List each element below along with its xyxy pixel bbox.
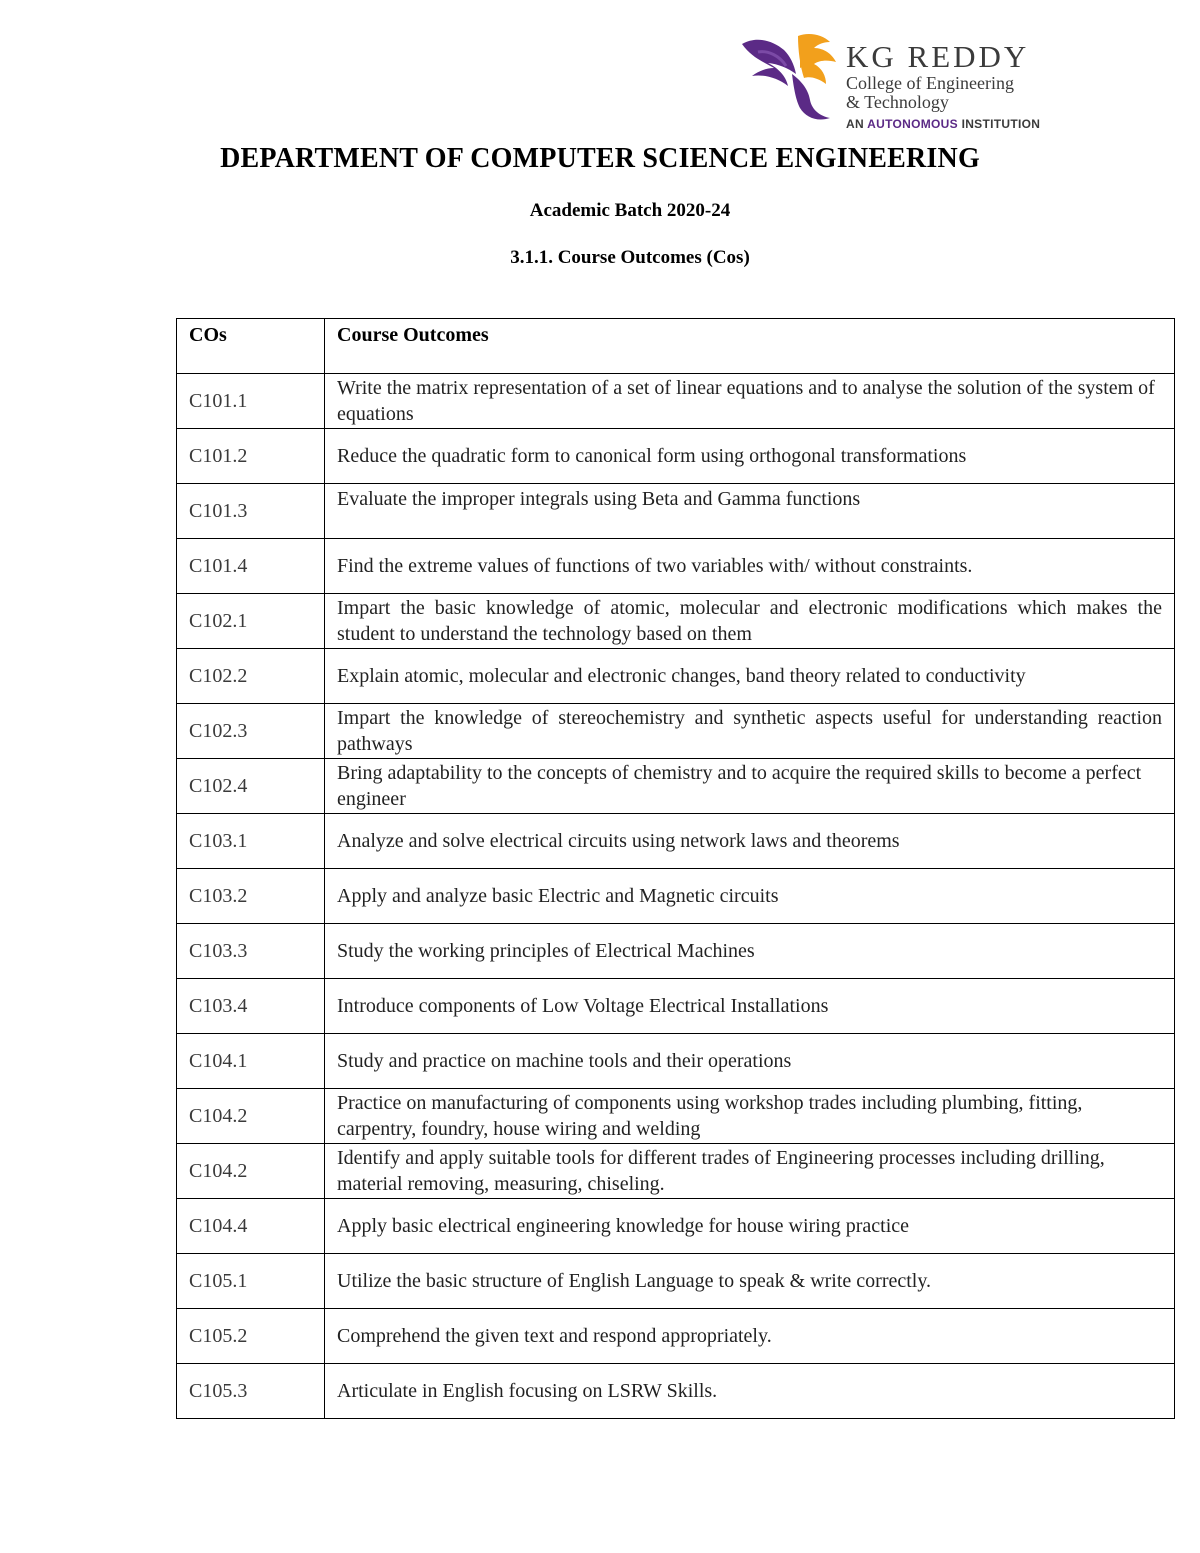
co-code-cell: C103.4 [177, 979, 325, 1034]
co-code-cell: C102.2 [177, 649, 325, 704]
course-outcome-cell: Identify and apply suitable tools for different trades of Engineering processes including drilling, material removing, measuring, chiseling. [325, 1144, 1175, 1199]
table-row [177, 759, 1175, 814]
table-row [177, 814, 1175, 869]
table-row [177, 649, 1175, 704]
co-code-cell: C102.4 [177, 759, 325, 814]
table-row [177, 594, 1175, 649]
course-outcome-cell: Explain atomic, molecular and electronic changes, band theory related to conductivity [325, 649, 1175, 704]
table-row [177, 1254, 1175, 1309]
table-row [177, 1309, 1175, 1364]
academic-batch: Academic Batch 2020-24 [529, 200, 731, 221]
course-outcome-cell: Apply and analyze basic Electric and Magnetic circuits [325, 869, 1175, 924]
co-code-cell: C104.2 [177, 1089, 325, 1144]
table-row [177, 1199, 1175, 1254]
course-outcome-cell: Evaluate the improper integrals using Beta and Gamma functions [325, 484, 1175, 539]
logo-tag-prefix: AN [846, 117, 864, 131]
course-outcome-cell: Study the working principles of Electrical Machines [325, 924, 1175, 979]
header-cos: COs [177, 319, 325, 374]
course-outcome-cell: Find the extreme values of functions of two variables with/ without constraints. [325, 539, 1175, 594]
co-code-cell: C101.3 [177, 484, 325, 539]
table-row [177, 924, 1175, 979]
header-course-outcomes: Course Outcomes [325, 319, 1175, 374]
co-code-cell: C105.1 [177, 1254, 325, 1309]
logo-tagline [846, 117, 1040, 131]
department-title: DEPARTMENT OF COMPUTER SCIENCE ENGINEERING [220, 143, 980, 174]
table-row [177, 1034, 1175, 1089]
table-row [177, 1144, 1175, 1199]
course-outcomes-table [176, 318, 1175, 1419]
section-title: 3.1.1. Course Outcomes (Cos) [510, 247, 750, 268]
co-code-cell: C101.2 [177, 429, 325, 484]
co-code-cell: C103.1 [177, 814, 325, 869]
college-logo [738, 30, 1088, 131]
course-outcome-cell: Utilize the basic structure of English Language to speak & write correctly. [325, 1254, 1175, 1309]
co-code-cell: C104.1 [177, 1034, 325, 1089]
table-row [177, 429, 1175, 484]
co-code-cell: C102.1 [177, 594, 325, 649]
co-code-cell: C101.4 [177, 539, 325, 594]
course-outcome-cell: Bring adaptability to the concepts of chemistry and to acquire the required skills to become a perfect engineer [325, 759, 1175, 814]
table-row [177, 704, 1175, 759]
co-code-cell: C103.3 [177, 924, 325, 979]
course-outcome-cell: Impart the basic knowledge of atomic, molecular and electronic modifications which makes the student to understand the technology based on them [325, 594, 1175, 649]
logo-tag-accent: AUTONOMOUS [867, 117, 958, 131]
course-outcome-cell: Introduce components of Low Voltage Electrical Installations [325, 979, 1175, 1034]
course-outcome-cell: Articulate in English focusing on LSRW Skills. [325, 1364, 1175, 1419]
course-outcome-cell: Study and practice on machine tools and their operations [325, 1034, 1175, 1089]
course-outcome-cell: Apply basic electrical engineering knowledge for house wiring practice [325, 1199, 1175, 1254]
table-row [177, 979, 1175, 1034]
co-code-cell: C104.2 [177, 1144, 325, 1199]
logo-name: KG REDDY [846, 39, 1030, 74]
table-row [177, 539, 1175, 594]
table-row [177, 484, 1175, 539]
logo-line-2: & Technology [846, 92, 949, 112]
course-outcome-cell: Impart the knowledge of stereochemistry and synthetic aspects useful for understanding reaction pathways [325, 704, 1175, 759]
table-row [177, 869, 1175, 924]
co-code-cell: C105.2 [177, 1309, 325, 1364]
logo-tag-suffix: INSTITUTION [961, 117, 1041, 131]
table-row [177, 1089, 1175, 1144]
course-outcome-cell: Write the matrix representation of a set of linear equations and to analyse the solution of the system of equations [325, 374, 1175, 429]
course-outcome-cell: Reduce the quadratic form to canonical form using orthogonal transformations [325, 429, 1175, 484]
co-code-cell: C102.3 [177, 704, 325, 759]
logo-line-1: College of Engineering [846, 73, 1014, 93]
co-code-cell: C105.3 [177, 1364, 325, 1419]
co-code-cell: C101.1 [177, 374, 325, 429]
table-row [177, 374, 1175, 429]
eagle-logo-icon [738, 30, 848, 128]
co-code-cell: C103.2 [177, 869, 325, 924]
course-outcome-cell: Comprehend the given text and respond appropriately. [325, 1309, 1175, 1364]
table-row [177, 1364, 1175, 1419]
table-header-row [177, 319, 1175, 374]
co-code-cell: C104.4 [177, 1199, 325, 1254]
course-outcome-cell: Practice on manufacturing of components using workshop trades including plumbing, fitting, carpentry, foundry, house wiring and welding [325, 1089, 1175, 1144]
course-outcome-cell: Analyze and solve electrical circuits using network laws and theorems [325, 814, 1175, 869]
